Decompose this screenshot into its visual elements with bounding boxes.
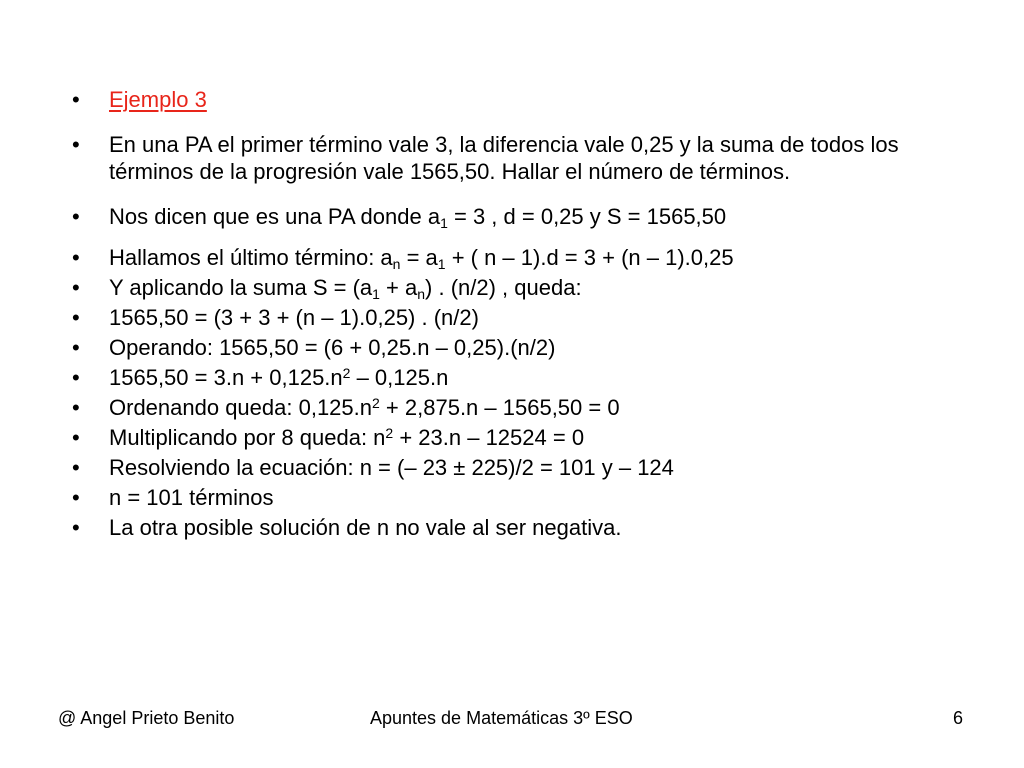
answer-text: n = 101 términos: [109, 485, 274, 510]
bullet-dot: •: [72, 305, 80, 330]
list-item-sum: [72, 274, 952, 301]
list-item-multiplied: [72, 424, 952, 451]
given-text: Nos dicen que es una PA donde a: [109, 204, 441, 229]
bullet-list: [72, 86, 952, 541]
solve-text: Resolviendo la ecuación: n = (– 23 ± 225)/2 = 101 y – 124: [109, 455, 674, 480]
problem-statement: En una PA el primer término vale 3, la diferencia vale 0,25 y la suma de todos los términos de la progresión vale 1565,50. Hallar el número de términos.: [109, 132, 899, 184]
multiplied-text: Multiplicando por 8 queda: n: [109, 425, 386, 450]
list-item-ordered: [72, 394, 952, 421]
subscript: n: [417, 286, 426, 302]
bullet-dot: •: [72, 132, 80, 157]
last-term-text: Hallamos el último término: a: [109, 245, 393, 270]
sum-text: + a: [379, 275, 418, 300]
list-item-operate: [72, 334, 952, 361]
bullet-dot: •: [72, 245, 80, 270]
expanded-text: 1565,50 = 3.n + 0,125.n: [109, 365, 343, 390]
multiplied-text: + 23.n – 12524 = 0: [393, 425, 585, 450]
superscript: 2: [372, 395, 380, 411]
subscript: 1: [437, 256, 446, 272]
list-item-problem: [72, 131, 952, 185]
list-item-answer: [72, 484, 952, 511]
operate-text: Operando: 1565,50 = (6 + 0,25.n – 0,25).(n/2): [109, 335, 556, 360]
list-item-remark: [72, 514, 952, 541]
superscript: 2: [385, 425, 394, 441]
superscript: 2: [342, 365, 351, 381]
subscript: n: [392, 256, 401, 272]
page-number: 6: [953, 708, 964, 728]
footer-course: Apuntes de Matemáticas 3º ESO: [370, 708, 633, 728]
list-item-given: [72, 203, 952, 230]
list-item-solve: [72, 454, 952, 481]
sum-text: Y aplicando la suma S = (a: [109, 275, 373, 300]
ordered-text: + 2,875.n – 1565,50 = 0: [379, 395, 620, 420]
sum-text: ) . (n/2) , queda:: [425, 275, 582, 300]
list-item-expanded: [72, 364, 952, 391]
bullet-dot: •: [72, 275, 80, 300]
bullet-dot: •: [72, 455, 80, 480]
bullet-dot: •: [72, 425, 80, 450]
subscript: 1: [440, 215, 448, 231]
list-item-title: [72, 86, 952, 113]
last-term-text: + ( n – 1).d = 3 + (n – 1).0,25: [445, 245, 734, 270]
list-item-substitute: [72, 304, 952, 331]
bullet-dot: •: [72, 395, 80, 420]
bullet-dot: •: [72, 204, 80, 229]
footer-author: @ Angel Prieto Benito: [58, 708, 235, 728]
example-title: Ejemplo 3: [109, 87, 207, 112]
ordered-text: Ordenando queda: 0,125.n: [109, 395, 373, 420]
subscript: 1: [372, 286, 380, 302]
bullet-dot: •: [72, 515, 80, 540]
expanded-text: – 0,125.n: [350, 365, 449, 390]
last-term-text: = a: [400, 245, 438, 270]
bullet-dot: •: [72, 335, 80, 360]
bullet-dot: •: [72, 485, 80, 510]
given-text-rest: = 3 , d = 0,25 y S = 1565,50: [447, 204, 727, 229]
remark-text: La otra posible solución de n no vale al ser negativa.: [109, 515, 622, 540]
bullet-dot: •: [72, 87, 80, 112]
list-item-last-term: [72, 244, 952, 271]
substitute-text: 1565,50 = (3 + 3 + (n – 1).0,25) . (n/2): [109, 305, 479, 330]
bullet-dot: •: [72, 365, 80, 390]
